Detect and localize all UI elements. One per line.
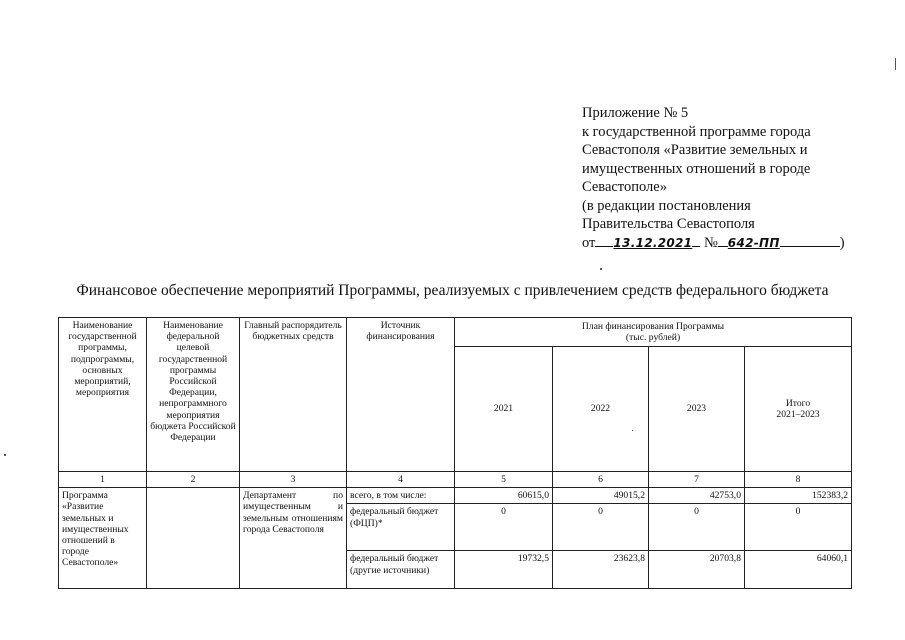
header-year-2021: 2021 [455, 347, 553, 472]
program-name-cell: Программа «Развитие земельных и имущественных отношений в городе Севастополе» [59, 488, 147, 589]
appendix-date-line [582, 234, 882, 253]
value-cell: 0 [745, 504, 852, 551]
appendix-line-2: к государственной программе города [582, 123, 811, 140]
column-number-row [59, 472, 852, 488]
header-program: Наименование государственной программы, подпрограммы, основных мероприятий, мероприятия [59, 318, 147, 472]
header-plan-line-1: План финансирования Программы [581, 320, 725, 332]
date-prefix: от [582, 234, 596, 251]
federal-program-cell [147, 488, 240, 589]
column-number: 1 [59, 472, 147, 488]
header-total-line-2: 2021–2023 [776, 409, 820, 420]
manager-cell: Департамент по имущественным и земельным отношениям города Севастополя [240, 488, 347, 589]
value-cell: 60615,0 [455, 488, 553, 504]
appendix-line-5: Севастополе» [582, 179, 667, 195]
appendix-line-3: Севастополя «Развитие земельных и [582, 142, 808, 158]
column-number: 8 [745, 472, 852, 488]
appendix-line-7: Правительства Севастополя [582, 216, 755, 232]
column-number: 4 [347, 472, 455, 488]
financing-table [58, 317, 852, 589]
header-total [745, 347, 852, 472]
value-cell: 42753,0 [649, 488, 745, 504]
number-value: 642-ПП [727, 235, 780, 250]
source-cell: федеральный бюджет (ФЦП)* [347, 504, 455, 551]
date-value: 13.12.2021 [613, 235, 693, 250]
closing-paren: ) [839, 234, 845, 251]
header-source: Источник финансирования [347, 318, 455, 472]
appendix-line-1: Приложение № 5 [582, 105, 689, 121]
value-cell: 20703,8 [649, 551, 745, 589]
scan-speck [895, 58, 896, 70]
column-number: 2 [147, 472, 240, 488]
header-federal-program: Наименование федеральной целевой государственной программы Российской Федерации, непрограммного мероприятия бюджета Российской Федерации [147, 318, 240, 472]
header-total-line-1: Итого [785, 397, 811, 409]
document-title: Финансовое обеспечение мероприятий Программы, реализуемых с привлечением средств федерального бюджета [76, 282, 829, 299]
value-cell: 0 [649, 504, 745, 551]
column-number: 7 [649, 472, 745, 488]
scan-speck [632, 430, 633, 431]
value-cell: 0 [553, 504, 649, 551]
scan-speck [600, 268, 602, 270]
column-number: 5 [455, 472, 553, 488]
header-year-2022: 2022 [553, 347, 649, 472]
value-cell: 64060,1 [745, 551, 852, 589]
header-manager: Главный распорядитель бюджетных средств [240, 318, 347, 472]
value-cell: 19732,5 [455, 551, 553, 589]
source-cell: федеральный бюджет (другие источники) [347, 551, 455, 589]
column-number: 3 [240, 472, 347, 488]
column-number: 6 [553, 472, 649, 488]
header-year-2023: 2023 [649, 347, 745, 472]
source-cell: всего, в том числе: [347, 488, 455, 504]
value-cell: 0 [455, 504, 553, 551]
appendix-block [582, 104, 882, 252]
header-plan-line-2: (тыс. рублей) [625, 332, 681, 343]
value-cell: 152383,2 [745, 488, 852, 504]
header-plan [455, 318, 852, 347]
value-cell: 49015,2 [553, 488, 649, 504]
appendix-line-4: имущественных отношений в городе [582, 160, 811, 177]
appendix-line-6: (в редакции постановления [582, 197, 751, 214]
scan-speck [4, 454, 6, 456]
value-cell: 23623,8 [553, 551, 649, 589]
number-prefix: № [703, 234, 718, 251]
table-row [59, 488, 852, 504]
